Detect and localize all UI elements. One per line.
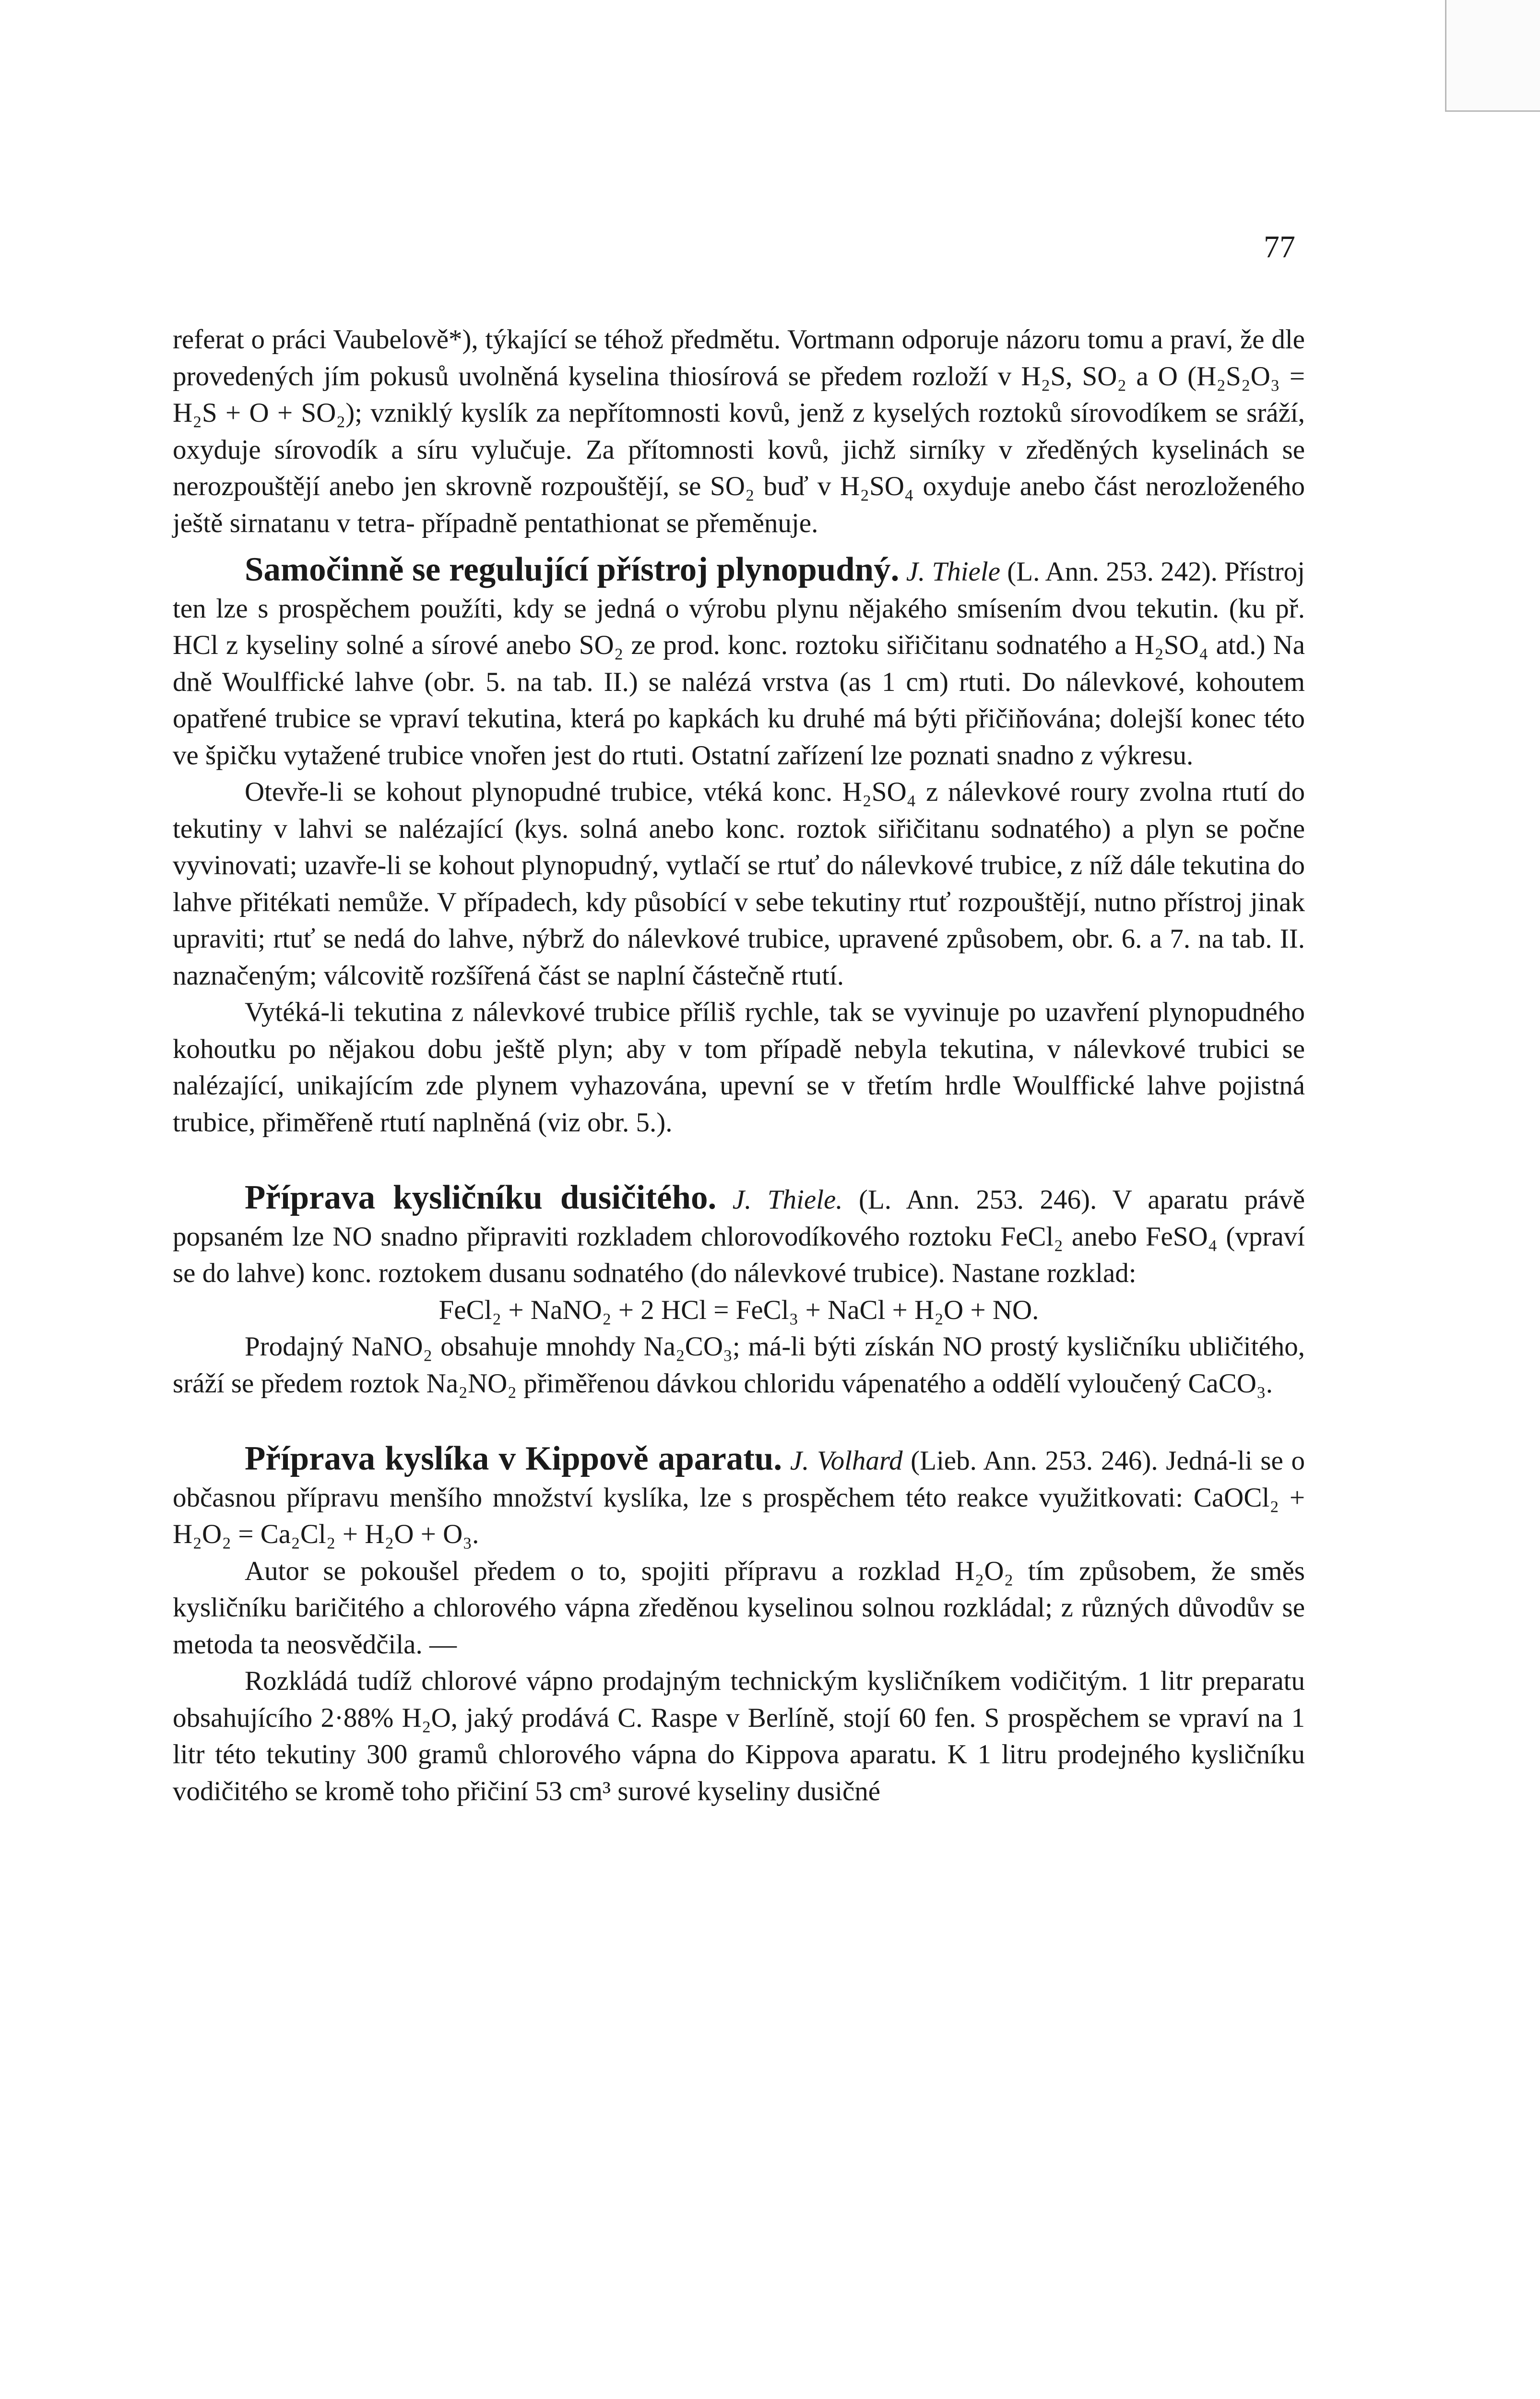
- author: J. Volhard: [790, 1446, 903, 1476]
- section-heading: Samočinně se regulující přístroj plynopudný.: [245, 551, 900, 588]
- section-heading: Příprava kyslíka v Kippově aparatu.: [245, 1440, 782, 1477]
- section-text: (Lieb. Ann. 253. 246). Jedná-li se o občasnou přípravu menšího množství kyslíka, lze s prospěchem této reakce využitkovati: CaOCl₂ + H₂O₂ = Ca₂Cl₂ + H₂O + O₃.: [173, 1446, 1305, 1549]
- paragraph: Otevře-li se kohout plynopudné trubice, vtéká konc. H₂SO₄ z nálevkové roury zvolna rtutí do tekutiny v lahvi se nalézající (kys. solná anebo konc. roztok siřičitanu sodnatého) a plyn se počne vyvinovati; uzavře-li se kohout plynopudný, vytlačí se rtuť do nálevkové trubice, z níž dále tekutina do lahve přitékati nemůže. V případech, kdy působící v sebe tekutiny rtuť rozpouštějí, nutno přístroj jinak upraviti; rtuť se nedá do lahve, nýbrž do nálevkové trubice, upravené způsobem, obr. 6. a 7. na tab. II. naznačeným; válcovitě rozšířená část se naplní částečně rtutí.: [173, 777, 1305, 991]
- paragraph: Vytéká-li tekutina z nálevkové trubice příliš rychle, tak se vyvinuje po uzavření plynopudného kohoutku po nějakou dobu ještě plyn; aby v tom případě nebyla tekutina, v nálevkové trubici se nalézající, unikajícím zde plynem vyhazována, upevní se v třetím hrdle Woulffické lahve pojistná trubice, přiměřeně rtutí naplněná (viz obr. 5.).: [173, 997, 1305, 1138]
- section-oxygen-kipp: [173, 1440, 1305, 1553]
- page-number: 77: [1264, 229, 1295, 264]
- paragraph: Rozkládá tudíž chlorové vápno prodajným technickým kysličníkem vodičitým. 1 litr preparatu obsahujícího 2·88% H₂O, jaký prodává C. Raspe v Berlíně, stojí 60 fen. S prospěchem se vpraví na 1 litr této tekutiny 300 gramů chlorového vápna do Kippova aparatu. K 1 litru prodejného kysličníku vodičitého se kromě toho přičiní 53 cm³ surové kyseliny dusičné: [173, 1666, 1305, 1806]
- section-heading: Příprava kysličníku dusičitého.: [245, 1179, 717, 1216]
- author: J. Thiele.: [732, 1185, 843, 1215]
- section-thiele-apparatus: [173, 551, 1305, 774]
- paragraph: Prodajný NaNO₂ obsahuje mnohdy Na₂CO₃; má-li býti získán NO prostý kysličníku ubličitého, sráží se předem roztok Na₂NO₂ přiměřenou dávkou chloridu vápenatého a oddělí vyloučený CaCO₃.: [173, 1331, 1305, 1399]
- page-edge: [1445, 0, 1540, 112]
- chemical-equation: FeCl₂ + NaNO₂ + 2 HCl = FeCl₃ + NaCl + H₂O + NO.: [438, 1295, 1039, 1325]
- author: J. Thiele: [906, 557, 1000, 587]
- section-text: (L. Ann. 253. 246). V aparatu právě popsaném lze NO snadno připraviti rozkladem chlorovodíkového roztoku FeCl₂ anebo FeSO₄ (vpraví se do lahve) konc. roztokem dusanu sodnatého (do nálevkové trubice). Nastane rozklad:: [173, 1185, 1305, 1288]
- paragraph: referat o práci Vaubelově*), týkající se téhož předmětu. Vortmann odporuje názoru tomu a praví, že dle provedených jím pokusů uvolněná kyselina thiosírová se předem rozloží v H₂S, SO₂ a O (H₂S₂O₃ = H₂S + O + SO₂); vzniklý kyslík za nepřítomnosti kovů, jenž z kyselých roztoků sírovodíkem se sráží, oxyduje sírovodík a síru vylučuje. Za přítomnosti kovů, jichž sirníky v zředěných kyselinách se nerozpouštějí anebo jen skrovně rozpouštějí, se SO₂ buď v H₂SO₄ oxyduje anebo část nerozloženého ještě sirnatanu v tetra- případně pentathionat se přeměnuje.: [173, 324, 1305, 538]
- section-text: (L. Ann. 253. 242). Přístroj ten lze s prospěchem použíti, kdy se jedná o výrobu plynu nějakého smísením dvou tekutin. (ku př. HCl z kyseliny solné a sírové anebo SO₂ ze prod. konc. roztoku siřičitanu sodnatého a H₂SO₄ atd.) Na dně Woulffické lahve (obr. 5. na tab. II.) se nalézá vrstva (as 1 cm) rtuti. Do nálevkové, kohoutem opatřené trubice se vpraví tekutina, která po kapkách ku druhé má býti přičiňována; dolejší konec této ve špičku vytažené trubice vnořen jest do rtuti. Ostatní zařízení lze poznati snadno z výkresu.: [173, 557, 1305, 771]
- paragraph: Autor se pokoušel předem o to, spojiti přípravu a rozklad H₂O₂ tím způsobem, že směs kysličníku baričitého a chlorového vápna zředěnou kyselinou solnou rozkládal; z různých důvodův se metoda ta neosvědčila. —: [173, 1556, 1305, 1660]
- section-nitric-oxide: [173, 1179, 1305, 1292]
- page-body: [173, 321, 1305, 1810]
